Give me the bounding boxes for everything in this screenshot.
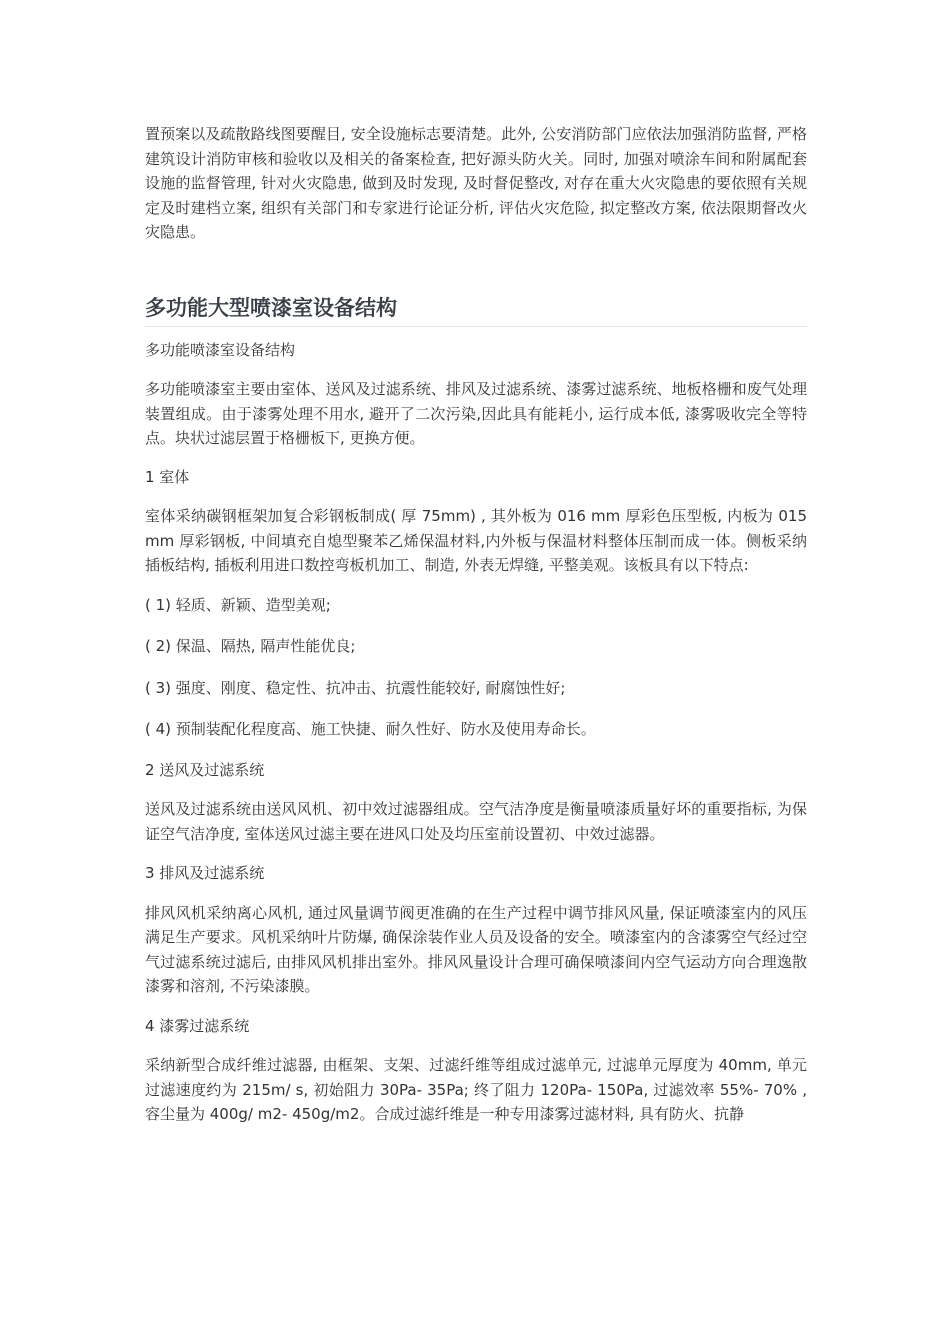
part1-heading: 1 室体 <box>145 467 190 486</box>
part3-body: 排风风机采纳离心风机, 通过风量调节阀更准确的在生产过程中调节排风风量, 保证喷漆室内的风压满足生产要求。风机采纳叶片防爆, 确保涂装作业人员及设备的安全。喷漆室内的含漆雾空气经过空气过滤系统过滤后, 由排风风机排出室外。排风风量设计合理可确保喷漆间内空气运动方向合理逸散漆雾和溶剂, 不污染漆膜。 <box>145 903 807 995</box>
document-page <box>145 122 807 1127</box>
feature-item-2: ( 2) 保温、隔热, 隔声性能优良; <box>145 637 356 655</box>
part2-body: 送风及过滤系统由送风风机、初中效过滤器组成。空气洁净度是衡量喷漆质量好坏的重要指标, 为保证空气洁净度, 室体送风过滤主要在进风口处及均压室前设置初、中效过滤器。 <box>145 800 807 843</box>
feature-item-4: ( 4) 预制装配化程度高、施工快捷、耐久性好、防水及使用寿命长。 <box>145 720 596 738</box>
part4-heading: 4 漆雾过滤系统 <box>145 1016 250 1035</box>
feature-item-3: ( 3) 强度、刚度、稳定性、抗冲击、抗震性能较好, 耐腐蚀性好; <box>145 678 566 697</box>
intro-paragraph: 置预案以及疏散路线图要醒目, 安全设施标志要清楚。此外, 公安消防部门应依法加强消防监督, 严格建筑设计消防审核和验收以及相关的备案检查, 把好源头防火关。同时, 加强对喷涂车间和附属配套设施的监督管理, 针对火灾隐患, 做到及时发现, 及时督促整改, 对存在重大火灾隐患的要依照有关规定及时建档立案, 组织有关部门和专家进行论证分析, 评估火灾危险, 拟定整改方案, 依法限期督改火灾隐患。 <box>145 125 807 241</box>
section-subtitle: 多功能喷漆室设备结构 <box>145 340 296 359</box>
section-title: 多功能大型喷漆室设备结构 <box>145 294 807 327</box>
feature-item-1: ( 1) 轻质、新颖、造型美观; <box>145 595 331 614</box>
overview-paragraph: 多功能喷漆室主要由室体、送风及过滤系统、排风及过滤系统、漆雾过滤系统、地板格栅和废气处理装置组成。由于漆雾处理不用水, 避开了二次污染,因此具有能耗小, 运行成本低, 漆雾吸收完全等特点。块状过滤层置于格栅板下, 更换方便。 <box>145 380 807 447</box>
part2-heading: 2 送风及过滤系统 <box>145 760 265 779</box>
part3-heading: 3 排风及过滤系统 <box>145 864 265 882</box>
part4-body: 采纳新型合成纤维过滤器, 由框架、支架、过滤纤维等组成过滤单元, 过滤单元厚度为 40mm, 单元过滤速度约为 215m/ s, 初始阻力 30Pa- 35Pa; 终了阻力 120Pa- 150Pa, 过滤效率 55%- 70% , 容尘量为 400g/ m2- 450g/m2。合成过滤纤维是一种专用漆雾过滤材料, 具有防火、抗静 <box>145 1056 807 1123</box>
part1-body: 室体采纳碳钢框架加复合彩钢板制成( 厚 75mm) , 其外板为 016 mm 厚彩色压型板, 内板为 015mm 厚彩钢板, 中间填充自熄型聚苯乙烯保温材料,内外板与保温材料整体压制而成一体。侧板采纳插板结构, 插板利用进口数控弯板机加工、制造, 外表无焊缝, 平整美观。该板具有以下特点: <box>145 507 807 574</box>
